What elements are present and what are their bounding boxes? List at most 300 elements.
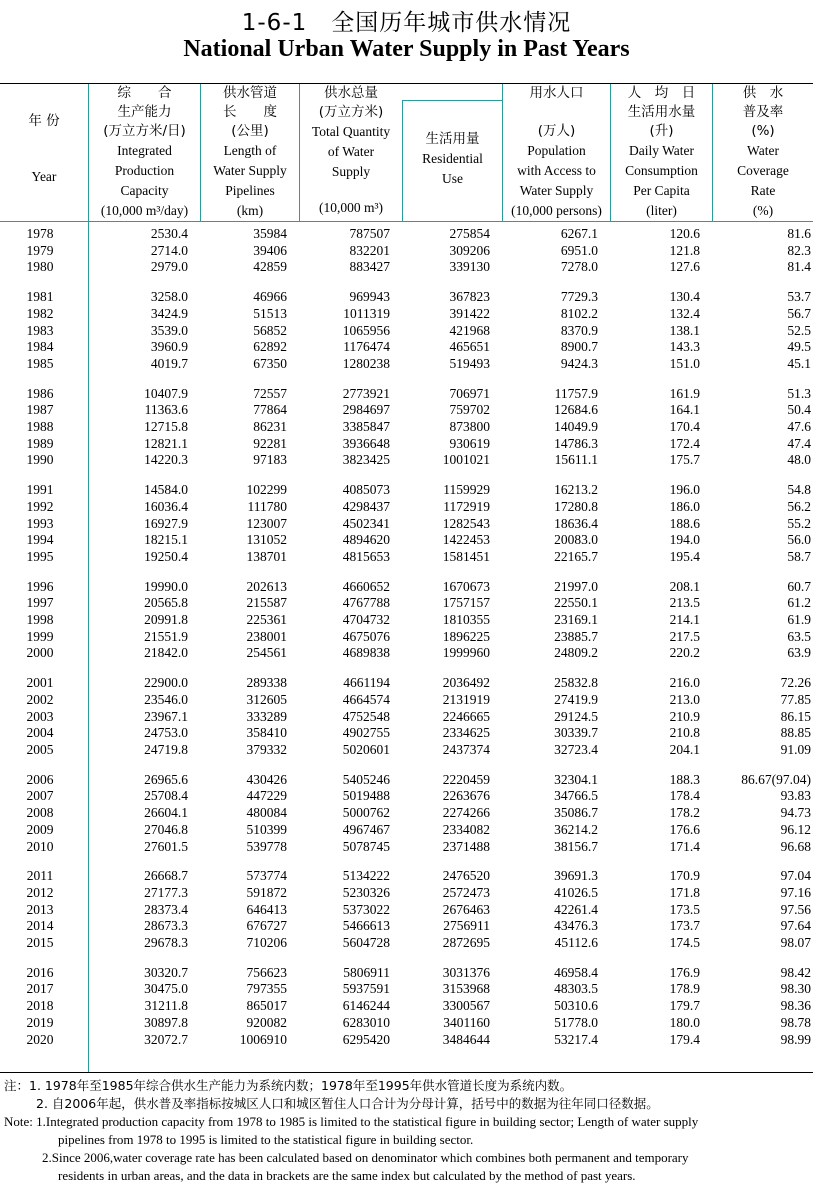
value-cell: 2773921 [342,385,390,401]
value-cell: 50.4 [787,402,811,418]
data-table-body [0,226,813,1048]
value-cell: 3539.0 [150,322,188,338]
value-cell: 6146244 [342,998,390,1014]
value-cell: 48.0 [787,452,811,468]
value-cell: 2476520 [442,868,490,884]
table-row [0,499,813,516]
year-cell: 1988 [26,419,54,435]
value-cell: 60.7 [787,578,811,594]
table-row [0,998,813,1015]
value-cell: 56.7 [787,305,811,321]
value-cell: 1581451 [442,548,490,564]
header-residential [403,130,502,189]
value-cell: 138.1 [669,322,700,338]
value-cell: 3153968 [442,981,490,997]
value-cell: 3484644 [442,1031,490,1047]
value-cell: 151.0 [669,355,700,371]
value-cell: 3823425 [342,452,390,468]
table-row [0,805,813,822]
year-cell: 2010 [26,838,54,854]
header-daily [611,84,712,221]
value-cell: 5020601 [342,741,390,757]
value-cell: 96.68 [780,838,811,854]
value-cell: 873800 [449,419,490,435]
value-cell: 2263676 [442,788,490,804]
value-cell: 32304.1 [554,771,598,787]
year-cell: 2003 [26,708,54,724]
value-cell: 23967.1 [144,708,188,724]
year-cell: 1986 [26,385,54,401]
value-cell: 39691.3 [554,868,598,884]
header-total-cn2: (万立方米) [318,104,384,120]
value-cell: 72.26 [780,675,811,691]
value-cell: 7729.3 [560,289,598,305]
year-cell: 2016 [26,964,54,980]
value-cell: 5230326 [342,884,390,900]
value-cell: 21551.9 [144,628,188,644]
value-cell: 23169.1 [554,612,598,628]
year-cell: 2012 [26,884,54,900]
value-cell: 175.7 [669,452,700,468]
year-cell: 1999 [26,628,54,644]
value-cell: 4894620 [342,532,390,548]
value-cell: 4815653 [342,548,390,564]
year-cell: 1996 [26,578,54,594]
value-cell: 45.1 [787,355,811,371]
value-cell: 2334082 [442,821,490,837]
value-cell: 102299 [246,482,287,498]
value-cell: 213.5 [669,595,700,611]
value-cell: 27601.5 [144,838,188,854]
value-cell: 12684.6 [554,402,598,418]
value-cell: 20991.8 [144,612,188,628]
value-cell: 573774 [246,868,287,884]
value-cell: 706971 [449,385,490,401]
value-cell: 77.85 [780,691,811,707]
group-gap [0,662,813,675]
header-capacity-unit: (10,000 m³/day) [100,203,189,218]
value-cell: 98.07 [780,935,811,951]
value-cell: 1176474 [343,339,390,355]
header-total-unit: (10,000 m³) [318,200,384,215]
group-gap [0,469,813,482]
header-population [503,84,610,221]
value-cell: 4661194 [343,675,390,691]
value-cell: 3960.9 [150,339,188,355]
header-year [0,112,88,187]
header-pipelines-unit: (km) [236,203,264,218]
value-cell: 23546.0 [144,691,188,707]
value-cell: 358410 [246,725,287,741]
value-cell: 217.5 [669,628,700,644]
table-row [0,1032,813,1049]
value-cell: 1006910 [239,1031,287,1047]
value-cell: 2274266 [442,805,490,821]
value-cell: 58.7 [787,548,811,564]
table-row [0,419,813,436]
year-cell: 1987 [26,402,54,418]
value-cell: 646413 [246,901,287,917]
value-cell: 61.9 [787,612,811,628]
value-cell: 77864 [253,402,287,418]
table-row [0,612,813,629]
value-cell: 676727 [246,918,287,934]
value-cell: 333289 [246,708,287,724]
table-row [0,356,813,373]
value-cell: 46966 [253,289,287,305]
value-cell: 91.09 [780,741,811,757]
year-cell: 1989 [26,435,54,451]
year-cell: 2005 [26,741,54,757]
value-cell: 82.3 [787,242,811,258]
note-cn-1: 注：1. 1978年至1985年综合供水生产能力为系统内数；1978年至1995年供水管道长度为系统内数。 [4,1078,573,1093]
value-cell: 510399 [246,821,287,837]
table-row [0,243,813,260]
table-bottom-rule [0,1072,813,1073]
value-cell: 172.4 [669,435,700,451]
value-cell: 53217.4 [554,1031,598,1047]
value-cell: 63.5 [787,628,811,644]
value-cell: 539778 [246,838,287,854]
group-gap [0,952,813,965]
header-capacity-cn3: (万立方米/日) [103,123,186,139]
value-cell: 97.16 [780,884,811,900]
header-capacity-cn1: 综 合 [117,85,172,101]
value-cell: 6283010 [342,1014,390,1030]
year-cell: 1983 [26,322,54,338]
value-cell: 2872695 [442,935,490,951]
year-cell: 2018 [26,998,54,1014]
value-cell: 4664574 [342,691,390,707]
value-cell: 275854 [449,226,490,241]
value-cell: 8102.2 [560,305,598,321]
value-cell: 421968 [449,322,490,338]
year-cell: 2002 [26,691,54,707]
note-en-2a: 2.Since 2006,water coverage rate has been calculated based on denominator which combines both permanent and temporary [42,1150,689,1165]
header-population-en2: with Access to [517,163,596,178]
value-cell: 2246665 [442,708,490,724]
table-row [0,1015,813,1032]
header-coverage-cn2: 普及率 [742,104,784,120]
year-cell: 1981 [26,289,54,305]
value-cell: 1282543 [442,515,490,531]
value-cell: 97.64 [780,918,811,934]
value-cell: 19250.4 [144,548,188,564]
value-cell: 16213.2 [554,482,598,498]
value-cell: 254561 [246,645,287,661]
value-cell: 24719.8 [144,741,188,757]
value-cell: 171.4 [669,838,700,854]
table-row [0,839,813,856]
header-total [300,84,402,218]
value-cell: 196.0 [669,482,700,498]
value-cell: 30897.8 [144,1014,188,1030]
table-row [0,549,813,566]
value-cell: 55.2 [787,515,811,531]
value-cell: 22550.1 [554,595,598,611]
value-cell: 1011319 [343,305,390,321]
year-cell: 1980 [26,259,54,275]
value-cell: 5806911 [343,964,390,980]
year-cell: 1998 [26,612,54,628]
year-cell: 1993 [26,515,54,531]
value-cell: 30339.7 [554,725,598,741]
notes [4,1077,809,1185]
table-row [0,965,813,982]
header-coverage [713,84,813,221]
value-cell: 832201 [349,242,390,258]
value-cell: 1001021 [442,452,490,468]
value-cell: 14786.3 [554,435,598,451]
value-cell: 35984 [253,226,287,241]
value-cell: 6267.1 [560,226,598,241]
value-cell: 86.15 [780,708,811,724]
value-cell: 1159929 [443,482,490,498]
group-gap [0,855,813,868]
value-cell: 12715.8 [144,419,188,435]
value-cell: 27419.9 [554,691,598,707]
value-cell: 178.2 [669,805,700,821]
value-cell: 20565.8 [144,595,188,611]
header-capacity-cn2: 生产能力 [117,104,172,120]
value-cell: 4902755 [342,725,390,741]
header-daily-cn3: (升) [649,123,674,139]
table-row [0,918,813,935]
value-cell: 3300567 [442,998,490,1014]
value-cell: 188.6 [669,515,700,531]
value-cell: 173.7 [669,918,700,934]
value-cell: 7278.0 [560,259,598,275]
value-cell: 225361 [246,612,287,628]
table-row [0,289,813,306]
note-en-1a: Note: 1.Integrated production capacity from 1978 to 1985 is limited to the statistical figure in building sector; Length of water supply [4,1114,699,1129]
value-cell: 39406 [253,242,287,258]
value-cell: 63.9 [787,645,811,661]
value-cell: 161.9 [669,385,700,401]
header-capacity-en1: Integrated [117,143,172,158]
value-cell: 3258.0 [150,289,188,305]
value-cell: 1422453 [442,532,490,548]
value-cell: 28673.3 [144,918,188,934]
value-cell: 202613 [246,578,287,594]
value-cell: 4660652 [342,578,390,594]
value-cell: 216.0 [669,675,700,691]
value-cell: 176.9 [669,964,700,980]
value-cell: 97183 [253,452,287,468]
table-row [0,629,813,646]
year-cell: 2020 [26,1031,54,1047]
value-cell: 47.4 [787,435,811,451]
value-cell: 5405246 [342,771,390,787]
value-cell: 24753.0 [144,725,188,741]
value-cell: 18215.1 [144,532,188,548]
value-cell: 2756911 [443,918,490,934]
header-pipelines [201,84,299,221]
year-cell: 2000 [26,645,54,661]
value-cell: 195.4 [669,548,700,564]
value-cell: 6951.0 [560,242,598,258]
value-cell: 759702 [449,402,490,418]
value-cell: 4967467 [342,821,390,837]
value-cell: 2131919 [442,691,490,707]
value-cell: 130.4 [669,289,700,305]
year-cell: 2001 [26,675,54,691]
value-cell: 2714.0 [150,242,188,258]
table-row [0,306,813,323]
header-total-en1: Total Quantity [311,124,391,139]
header-daily-en1: Daily Water [628,143,694,158]
value-cell: 123007 [246,515,287,531]
value-cell: 194.0 [669,532,700,548]
value-cell: 98.78 [780,1014,811,1030]
header-pipelines-cn1: 供水管道 [223,85,277,101]
value-cell: 24809.2 [554,645,598,661]
value-cell: 170.9 [669,868,700,884]
header-residential-cn: 生活用量 [425,131,480,147]
value-cell: 289338 [246,675,287,691]
table-row [0,935,813,952]
value-cell: 98.36 [780,998,811,1014]
table-row [0,482,813,499]
value-cell: 1999960 [442,645,490,661]
value-cell: 15611.1 [554,452,598,468]
value-cell: 2220459 [442,771,490,787]
value-cell: 26604.1 [144,805,188,821]
header-year-cn: 年 份 [28,113,60,129]
value-cell: 1810355 [442,612,490,628]
header-daily-en3: Per Capita [633,183,690,198]
value-cell: 204.1 [669,741,700,757]
value-cell: 1280238 [342,355,390,371]
table-row [0,772,813,789]
value-cell: 22165.7 [554,548,598,564]
year-cell: 1990 [26,452,54,468]
year-cell: 2006 [26,771,54,787]
header-coverage-cn3: (%) [751,123,775,139]
value-cell: 3424.9 [150,305,188,321]
header-daily-unit: (liter) [646,203,677,218]
value-cell: 67350 [253,355,287,371]
value-cell: 2371488 [442,838,490,854]
value-cell: 2676463 [442,901,490,917]
table-row [0,788,813,805]
value-cell: 2979.0 [150,259,188,275]
value-cell: 238001 [246,628,287,644]
value-cell: 29678.3 [144,935,188,951]
value-cell: 97.04 [780,868,811,884]
value-cell: 11363.6 [144,402,188,418]
value-cell: 1896225 [442,628,490,644]
subheader-rule [402,100,502,101]
value-cell: 9424.3 [560,355,598,371]
value-cell: 2437374 [442,741,490,757]
value-cell: 32072.7 [144,1031,188,1047]
value-cell: 174.5 [669,935,700,951]
table-row [0,323,813,340]
value-cell: 50310.6 [554,998,598,1014]
value-cell: 180.0 [669,1014,700,1030]
value-cell: 14220.3 [144,452,188,468]
year-cell: 1994 [26,532,54,548]
year-cell: 1997 [26,595,54,611]
note-en-1b: pipelines from 1978 to 1995 is limited to the statistical figure in building sector. [58,1132,474,1147]
value-cell: 164.1 [669,402,700,418]
value-cell: 16927.9 [144,515,188,531]
table-row [0,226,813,243]
table-row [0,868,813,885]
value-cell: 11757.9 [554,385,598,401]
value-cell: 1670673 [442,578,490,594]
value-cell: 2572473 [442,884,490,900]
table-row [0,981,813,998]
year-cell: 1979 [26,242,54,258]
header-pipelines-en2: Water Supply [213,163,287,178]
value-cell: 2334625 [442,725,490,741]
table-row [0,675,813,692]
header-coverage-unit: (%) [752,203,774,218]
header-coverage-en3: Rate [750,183,776,198]
value-cell: 17280.8 [554,498,598,514]
table-row [0,709,813,726]
table-row [0,742,813,759]
value-cell: 88.85 [780,725,811,741]
value-cell: 36214.2 [554,821,598,837]
value-cell: 27177.3 [144,884,188,900]
value-cell: 98.99 [780,1031,811,1047]
value-cell: 3031376 [442,964,490,980]
table-row [0,692,813,709]
value-cell: 930619 [449,435,490,451]
value-cell: 47.6 [787,419,811,435]
value-cell: 81.6 [787,226,811,241]
header-year-en: Year [31,169,57,184]
value-cell: 379332 [246,741,287,757]
value-cell: 5466613 [342,918,390,934]
note-en-2b: residents in urban areas, and the data in brackets are the same index but calculated by the method of past years. [58,1168,636,1183]
value-cell: 519493 [449,355,490,371]
value-cell: 4019.7 [150,355,188,371]
year-cell: 2017 [26,981,54,997]
value-cell: 20083.0 [554,532,598,548]
value-cell: 92281 [253,435,287,451]
table-row [0,595,813,612]
value-cell: 4767788 [342,595,390,611]
value-cell: 4085073 [342,482,390,498]
value-cell: 72557 [253,385,287,401]
year-cell: 2019 [26,1014,54,1030]
table-row [0,579,813,596]
value-cell: 131052 [246,532,287,548]
value-cell: 25708.4 [144,788,188,804]
header-pipelines-en1: Length of [223,143,277,158]
header-pipelines-cn3: (公里) [231,123,269,139]
year-cell: 1982 [26,305,54,321]
header-population-cn2: (万人) [537,123,576,139]
value-cell: 5373022 [342,901,390,917]
header-coverage-cn1: 供 水 [742,85,784,101]
value-cell: 16036.4 [144,498,188,514]
table-row [0,516,813,533]
value-cell: 21842.0 [144,645,188,661]
table-row [0,402,813,419]
table-row [0,645,813,662]
value-cell: 170.4 [669,419,700,435]
value-cell: 94.73 [780,805,811,821]
header-residential-en2: Use [442,171,463,186]
value-cell: 12821.1 [144,435,188,451]
value-cell: 19990.0 [144,578,188,594]
value-cell: 5078745 [342,838,390,854]
